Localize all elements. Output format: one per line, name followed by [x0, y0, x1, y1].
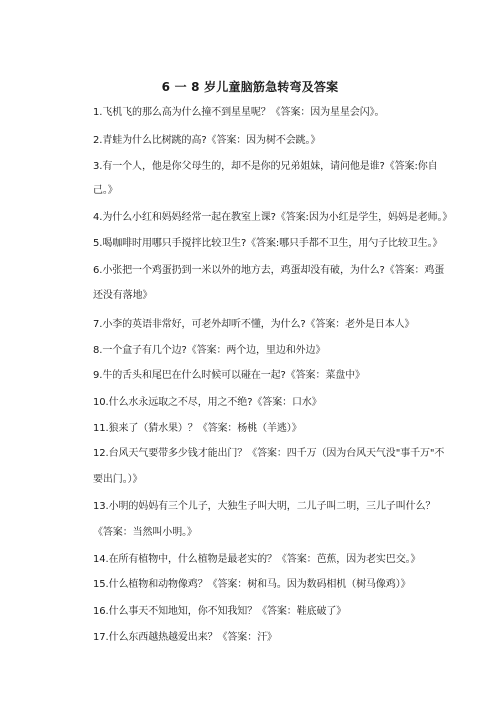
riddle-line-1: 1.飞机飞的那么高为什么撞不到星星呢？《答案：因为星星会闪》。: [93, 107, 385, 118]
riddle-line-6-cont: 还没有落地》: [93, 290, 153, 301]
riddle-line-2: 2.青蛙为什么比树跳的高?《答案：因为树不会跳。》: [93, 135, 321, 146]
riddle-line-12-cont: 要出门。）》: [93, 474, 143, 485]
riddle-line-10: 10.什么水永远取之不尽，用之不绝?《答案：口水》: [93, 397, 322, 408]
riddle-line-13: 13.小明的妈妈有三个儿子，大独生子叫大明，二儿子叫二明，三儿子叫什么？: [93, 501, 436, 512]
riddle-line-3-cont: 己。》: [93, 185, 118, 196]
riddle-line-15: 15.什么植物和动物像鸡？《答案：树和马。因为数码相机（树马像鸡）》: [93, 579, 411, 590]
riddle-line-7: 7.小李的英语非常好，可老外却听不懂，为什么?《答案：老外是日本人》: [93, 319, 415, 330]
riddle-line-4: 4.为什么小红和妈妈经常一起在教室上课?《答案:因为小红是学生，妈妈是老师。》: [93, 212, 453, 223]
riddle-line-8: 8.一个盒子有几个边?《答案：两个边，里边和外边》: [93, 345, 326, 356]
document-title: 6 一 8 岁儿童脑筋急转弯及答案: [161, 80, 339, 94]
riddle-line-3: 3.有一个人，他是你父母生的，却不是你的兄弟姐妹，请问他是谁?《答案:你自: [93, 161, 438, 172]
riddle-line-16: 16.什么事天不知地知，你不知我知？《答案：鞋底破了》: [93, 606, 347, 617]
riddle-line-9: 9.牛的舌头和尾巴在什么时候可以碰在一起?《答案：菜盘中》: [93, 370, 365, 381]
riddle-line-17: 17.什么东西越热越爱出来？《答案：汗》: [93, 632, 277, 643]
riddle-line-13-cont: 《答案：当然叫小明。》: [93, 527, 197, 538]
riddle-line-11: 11.狼来了（猜水果）？《答案：杨桃（羊逃）》: [93, 423, 302, 434]
riddle-line-14: 14.在所有植物中，什么植物是最老实的？《答案：芭蕉，因为老实巴交。》: [93, 554, 421, 565]
riddle-line-5: 5.喝咖啡时用哪只手搅拌比较卫生?《答案:哪只手都不卫生，用勺子比较卫生。》: [93, 238, 443, 249]
riddle-line-6: 6.小张把一个鸡蛋扔到一米以外的地方去，鸡蛋却没有破，为什么?《答案：鸡蛋: [93, 265, 445, 276]
riddle-line-12: 12.台风天气要带多少钱才能出门？《答案：四千万（因为台风天气没"事千万"不: [93, 448, 445, 459]
